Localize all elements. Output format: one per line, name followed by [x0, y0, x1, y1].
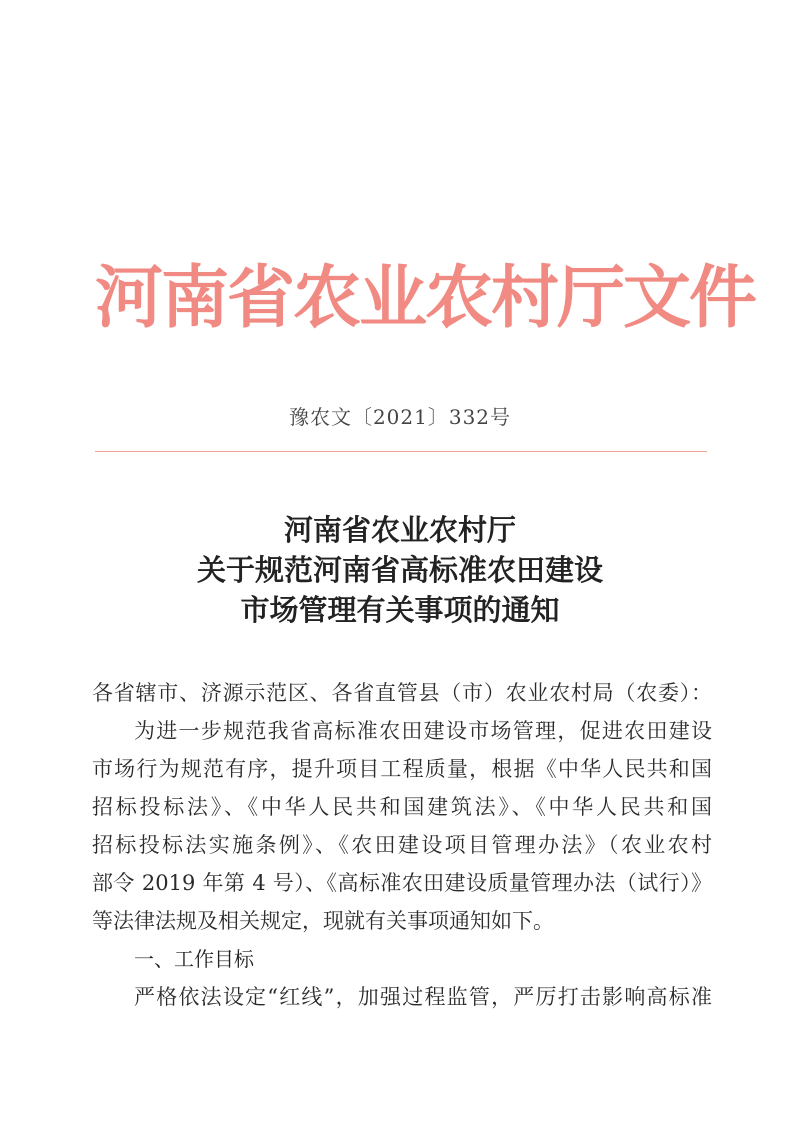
paragraph-line-3: 招标投标法》、《中华人民共和国建筑法》、《中华人民共和国	[92, 795, 712, 819]
paragraph-line-6: 等法律法规及相关规定，现就有关事项通知如下。	[92, 909, 554, 933]
letterhead-title: 河南省农业农村厅文件	[95, 258, 756, 338]
document-number: 豫农文〔2021〕332号	[288, 405, 512, 429]
title-line-3: 市场管理有关事项的通知	[240, 593, 560, 627]
paragraph-line-2: 市场行为规范有序，提升项目工程质量，根据《中华人民共和国	[92, 757, 712, 781]
paragraph-line-5: 部令 2019 年第 4 号）、《高标准农田建设质量管理办法（试行）》	[92, 871, 712, 895]
salutation: 各省辖市、济源示范区、各省直管县（市）农业农村局（农委）：	[92, 681, 712, 705]
section-heading: 一、工作目标	[134, 947, 254, 971]
paragraph-line-1: 为进一步规范我省高标准农田建设市场管理，促进农田建设	[134, 719, 712, 743]
title-line-1: 河南省农业农村厅	[283, 513, 516, 547]
section-first-line: 严格依法设定“红线”，加强过程监管，严厉打击影响高标准	[134, 985, 712, 1009]
red-divider-line	[95, 451, 707, 452]
title-line-2: 关于规范河南省高标准农田建设	[196, 553, 603, 587]
notice-title	[0, 510, 800, 630]
paragraph-line-4: 招标投标法实施条例》、《农田建设项目管理办法》（农业农村	[92, 833, 712, 857]
document-body	[92, 674, 712, 1016]
